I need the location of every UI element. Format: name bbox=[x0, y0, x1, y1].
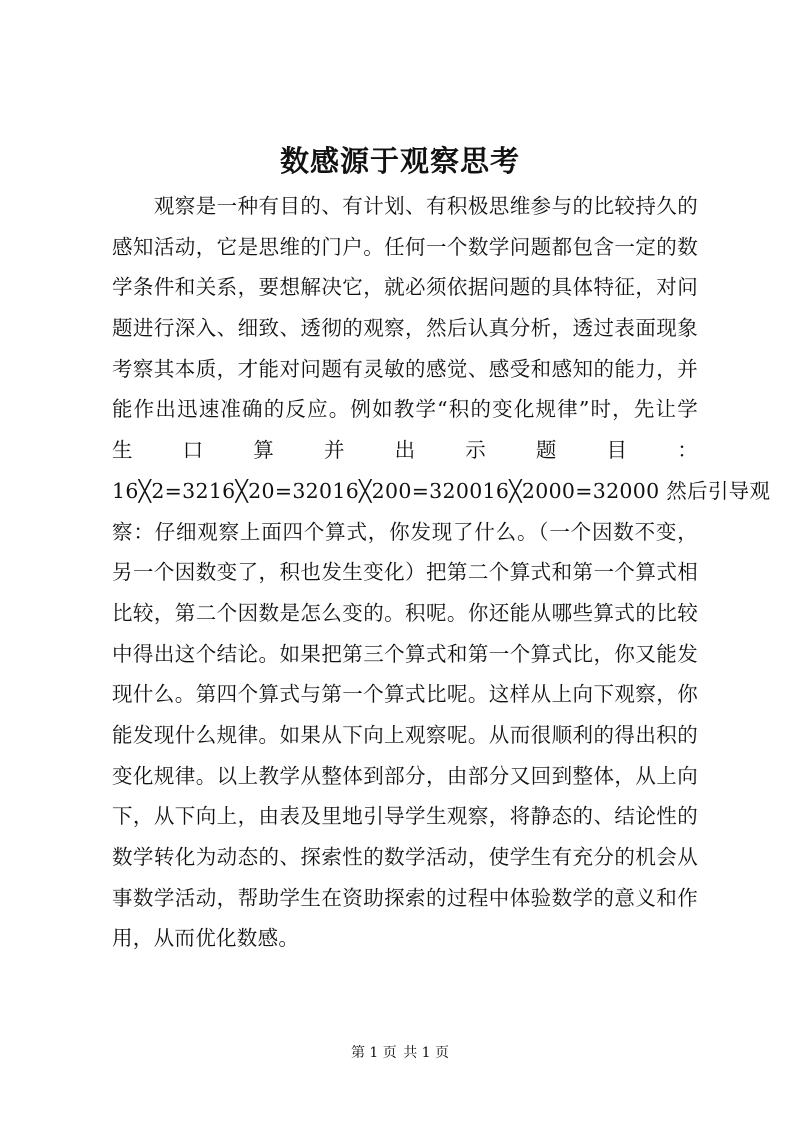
body-line: 下，从下向上，由表及里地引导学生观察，将静态的、结论性的 bbox=[112, 804, 698, 829]
body-line: 题进行深入、细致、透彻的观察，然后认真分析，透过表面现象 bbox=[112, 316, 698, 341]
body-line: 能作出迅速准确的反应。例如教学“积的变化规律”时，先让学 bbox=[112, 397, 698, 422]
page-footer bbox=[0, 1043, 800, 1063]
body-line: 感知活动，它是思维的门户。任何一个数学问题都包含一定的数 bbox=[112, 234, 698, 259]
body-line: 学条件和关系，要想解决它，就必须依据问题的具体特征，对问 bbox=[112, 275, 698, 300]
document-body bbox=[112, 186, 771, 959]
page-number: 第 1 页 bbox=[350, 1045, 397, 1061]
body-line: 观察是一种有目的、有计划、有积极思维参与的比较持久的 bbox=[112, 194, 698, 218]
body-line: 另一个因数变了，积也发生变化）把第二个算式和第一个算式相 bbox=[112, 560, 698, 585]
body-line: 能发现什么规律。如果从下向上观察呢。从而很顺利的得出积的 bbox=[112, 722, 698, 747]
body-line: 中得出这个结论。如果把第三个算式和第一个算式比，你又能发 bbox=[112, 641, 698, 666]
body-line: 察：仔细观察上面四个算式，你发现了什么。（一个因数不变， bbox=[112, 519, 698, 544]
body-line: 比较，第二个因数是怎么变的。积呢。你还能从哪些算式的比较 bbox=[112, 600, 698, 625]
body-line: 事数学活动，帮助学生在资助探索的过程中体验数学的意义和作 bbox=[112, 885, 698, 910]
body-line: 生 口 算 并 出 示 题 目 ： bbox=[112, 438, 698, 463]
page-total: 共 1 页 bbox=[403, 1045, 450, 1061]
body-line: 变化规律。以上教学从整体到部分，由部分又回到整体，从上向 bbox=[112, 763, 698, 788]
body-line: 数学转化为动态的、探索性的数学活动，使学生有充分的机会从 bbox=[112, 845, 698, 869]
body-line: 现什么。第四个算式与第一个算式比呢。这样从上向下观察，你 bbox=[112, 682, 698, 707]
body-line: 用，从而优化数感。 bbox=[112, 926, 300, 951]
body-line: 考察其本质，才能对问题有灵敏的感觉、感受和感知的能力，并 bbox=[112, 356, 698, 381]
document-title: 数感源于观察思考 bbox=[279, 144, 520, 178]
body-line: 16╳2=3216╳20=32016╳200=320016╳2000=32000 然后引导观 bbox=[112, 478, 771, 503]
